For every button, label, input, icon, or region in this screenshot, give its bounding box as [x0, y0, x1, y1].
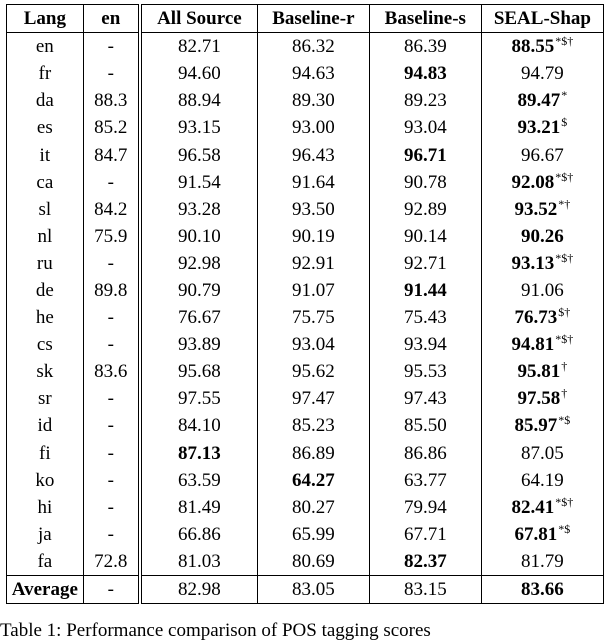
en-cell	[83, 548, 140, 576]
baseline-s-cell-value: 91.44	[403, 279, 447, 301]
table-row	[7, 304, 604, 331]
baseline-s-cell	[369, 304, 481, 331]
en-cell-value: -	[107, 171, 114, 193]
table-caption: Table 1: Performance comparison of POS tagging scores	[0, 620, 431, 641]
significance-marks: *$†	[555, 169, 574, 184]
all-source-cell-value: 82.71	[178, 36, 221, 58]
seal-shap-cell-value: 89.47	[517, 90, 561, 112]
all-source-cell-value: 94.60	[178, 63, 221, 85]
seal-shap-cell	[481, 494, 603, 521]
lang-cell-value: he	[35, 307, 54, 329]
lang-cell-value: ca	[36, 171, 54, 193]
baseline-r-cell	[257, 494, 369, 521]
significance-marks: *$	[558, 413, 571, 428]
baseline-s-cell	[369, 385, 481, 412]
en-cell-value: 75.9	[94, 225, 128, 247]
all-source-cell-value: 63.59	[178, 469, 221, 491]
all-source-cell-value: 92.98	[178, 252, 221, 274]
header-all-source: All Source	[140, 5, 257, 33]
all-source-cell	[140, 250, 257, 277]
baseline-r-cell-value: 91.64	[291, 171, 335, 193]
table-row	[7, 196, 604, 223]
all-source-cell	[140, 87, 257, 114]
seal-shap-cell	[481, 521, 603, 548]
lang-cell-value: ko	[35, 469, 55, 491]
seal-shap-cell-value: 94.81	[511, 334, 555, 356]
baseline-r-cell-value: 80.27	[291, 496, 335, 518]
all-source-cell	[140, 114, 257, 141]
all-source-cell-value: 93.89	[178, 334, 221, 356]
table-row	[7, 87, 604, 114]
all-source-cell-value: 91.54	[178, 171, 221, 193]
en-cell-value: -	[107, 36, 114, 58]
en-cell-value: -	[107, 334, 114, 356]
lang-cell	[7, 60, 84, 87]
lang-cell	[7, 87, 84, 114]
seal-shap-cell-value: 96.67	[521, 144, 564, 166]
lang-cell-value: ru	[36, 252, 53, 274]
baseline-s-cell	[369, 223, 481, 250]
en-cell-value: 83.6	[94, 361, 128, 383]
baseline-r-cell	[257, 196, 369, 223]
lang-cell	[7, 575, 84, 603]
all-source-cell-value: 81.03	[178, 550, 221, 572]
table-row	[7, 467, 604, 494]
header-baseline-r: Baseline-r	[257, 5, 369, 33]
all-source-cell-value: 76.67	[178, 307, 221, 329]
seal-shap-cell-value: 91.06	[521, 279, 564, 301]
all-source-cell	[140, 412, 257, 439]
significance-marks: †	[561, 386, 568, 401]
baseline-r-cell-value: 86.32	[291, 36, 335, 58]
significance-marks: *$†	[555, 34, 574, 49]
en-cell-value: 85.2	[94, 117, 128, 139]
baseline-s-cell	[369, 548, 481, 576]
seal-shap-cell	[481, 304, 603, 331]
en-cell-value: -	[107, 63, 114, 85]
all-source-cell-value: 90.10	[178, 225, 221, 247]
lang-cell-value: fa	[37, 550, 53, 572]
all-source-cell	[140, 169, 257, 196]
baseline-r-cell-value: 92.91	[291, 252, 335, 274]
all-source-cell	[140, 494, 257, 521]
seal-shap-cell	[481, 575, 603, 603]
baseline-r-cell-value: 96.43	[291, 144, 335, 166]
seal-shap-cell	[481, 196, 603, 223]
all-source-cell	[140, 358, 257, 385]
all-source-cell	[140, 575, 257, 603]
baseline-r-cell	[257, 575, 369, 603]
baseline-s-cell-value: 67.71	[403, 523, 447, 545]
baseline-s-cell-value: 86.86	[403, 442, 447, 464]
baseline-r-cell	[257, 467, 369, 494]
baseline-r-cell	[257, 141, 369, 168]
lang-cell	[7, 250, 84, 277]
baseline-r-cell-value: 91.07	[291, 279, 335, 301]
table-row	[7, 331, 604, 358]
table-row	[7, 548, 604, 576]
baseline-s-cell-value: 90.78	[403, 171, 447, 193]
all-source-cell-value: 97.55	[178, 388, 221, 410]
baseline-s-cell-value: 90.14	[403, 225, 447, 247]
header-lang: Lang	[7, 5, 84, 33]
baseline-r-cell	[257, 440, 369, 467]
baseline-r-cell-value: 93.00	[291, 117, 335, 139]
all-source-cell-value: 87.13	[178, 442, 221, 464]
baseline-s-cell-value: 83.15	[403, 579, 447, 601]
table-row	[7, 223, 604, 250]
seal-shap-cell-value: 82.41	[511, 496, 555, 518]
all-source-cell	[140, 548, 257, 576]
lang-cell-value: it	[39, 144, 51, 166]
en-cell-value: 84.7	[94, 144, 128, 166]
lang-cell	[7, 223, 84, 250]
baseline-r-cell-value: 93.50	[291, 198, 335, 220]
baseline-r-cell	[257, 33, 369, 61]
baseline-s-cell-value: 92.71	[403, 252, 447, 274]
baseline-r-cell-value: 75.75	[291, 307, 335, 329]
baseline-s-cell	[369, 33, 481, 61]
seal-shap-cell	[481, 467, 603, 494]
baseline-s-cell	[369, 196, 481, 223]
lang-cell-value: ja	[37, 523, 52, 545]
en-cell	[83, 196, 140, 223]
all-source-cell	[140, 304, 257, 331]
seal-shap-cell-value: 93.13	[511, 252, 555, 274]
lang-cell	[7, 467, 84, 494]
seal-shap-cell-value: 67.81	[514, 523, 558, 545]
baseline-r-cell	[257, 331, 369, 358]
baseline-r-cell-value: 83.05	[291, 579, 335, 601]
baseline-s-cell	[369, 250, 481, 277]
baseline-s-cell	[369, 575, 481, 603]
en-cell-value: -	[107, 388, 114, 410]
baseline-r-cell-value: 86.89	[291, 442, 335, 464]
all-source-cell	[140, 196, 257, 223]
all-source-cell	[140, 467, 257, 494]
baseline-s-cell	[369, 440, 481, 467]
table-row	[7, 141, 604, 168]
lang-cell	[7, 141, 84, 168]
baseline-r-cell-value: 97.47	[291, 388, 335, 410]
en-cell	[83, 223, 140, 250]
table-row	[7, 358, 604, 385]
all-source-cell-value: 96.58	[178, 144, 221, 166]
en-cell-value: -	[107, 579, 114, 601]
all-source-cell-value: 81.49	[178, 496, 221, 518]
lang-cell	[7, 33, 84, 61]
baseline-r-cell	[257, 548, 369, 576]
en-cell	[83, 467, 140, 494]
seal-shap-cell-value: 92.08	[511, 171, 555, 193]
baseline-r-cell	[257, 358, 369, 385]
seal-shap-cell	[481, 440, 603, 467]
significance-marks: *$†	[555, 250, 574, 265]
baseline-r-cell	[257, 60, 369, 87]
all-source-cell	[140, 385, 257, 412]
baseline-r-cell	[257, 250, 369, 277]
seal-shap-cell	[481, 331, 603, 358]
lang-cell	[7, 304, 84, 331]
baseline-s-cell	[369, 331, 481, 358]
baseline-s-cell-value: 96.71	[403, 144, 447, 166]
seal-shap-cell-value: 87.05	[521, 442, 564, 464]
lang-cell	[7, 114, 84, 141]
baseline-r-cell	[257, 385, 369, 412]
baseline-r-cell	[257, 169, 369, 196]
baseline-s-cell-value: 63.77	[403, 469, 447, 491]
lang-cell	[7, 521, 84, 548]
lang-cell	[7, 412, 84, 439]
table-row	[7, 440, 604, 467]
baseline-s-cell-value: 94.83	[403, 63, 447, 85]
baseline-r-cell-value: 64.27	[291, 469, 335, 491]
lang-cell-value: sk	[36, 361, 54, 383]
all-source-cell-value: 90.79	[178, 279, 221, 301]
baseline-s-cell-value: 93.94	[403, 334, 447, 356]
lang-cell-value: Average	[11, 579, 78, 601]
all-source-cell	[140, 60, 257, 87]
lang-cell-value: sl	[38, 198, 52, 220]
lang-cell	[7, 548, 84, 576]
baseline-s-cell	[369, 87, 481, 114]
seal-shap-cell	[481, 87, 603, 114]
lang-cell-value: sr	[37, 388, 52, 410]
en-cell	[83, 169, 140, 196]
baseline-r-cell-value: 65.99	[291, 523, 335, 545]
all-source-cell-value: 84.10	[178, 415, 221, 437]
en-cell	[83, 575, 140, 603]
all-source-cell-value: 66.86	[178, 523, 221, 545]
seal-shap-cell	[481, 548, 603, 576]
en-cell-value: 84.2	[94, 198, 128, 220]
table-row	[7, 250, 604, 277]
baseline-r-cell-value: 93.04	[291, 334, 335, 356]
baseline-s-cell	[369, 494, 481, 521]
lang-cell	[7, 385, 84, 412]
seal-shap-cell-value: 97.58	[517, 388, 561, 410]
baseline-s-cell-value: 82.37	[403, 550, 447, 572]
seal-shap-cell-value: 83.66	[521, 579, 564, 601]
table-row	[7, 169, 604, 196]
baseline-s-cell-value: 85.50	[403, 415, 447, 437]
baseline-r-cell-value: 85.23	[291, 415, 335, 437]
en-cell-value: 88.3	[94, 90, 128, 112]
en-cell	[83, 385, 140, 412]
en-cell-value: -	[107, 496, 114, 518]
en-cell	[83, 521, 140, 548]
significance-marks: *$	[558, 521, 571, 536]
seal-shap-cell	[481, 250, 603, 277]
seal-shap-cell	[481, 277, 603, 304]
baseline-r-cell	[257, 223, 369, 250]
en-cell	[83, 60, 140, 87]
significance-marks: *$†	[555, 494, 574, 509]
header-row	[7, 5, 604, 33]
baseline-s-cell-value: 95.53	[403, 361, 447, 383]
significance-marks: *†	[558, 196, 571, 211]
all-source-cell-value: 88.94	[178, 90, 221, 112]
baseline-r-cell-value: 89.30	[291, 90, 335, 112]
en-cell	[83, 250, 140, 277]
seal-shap-cell	[481, 358, 603, 385]
all-source-cell-value: 82.98	[178, 579, 221, 601]
en-cell	[83, 331, 140, 358]
baseline-r-cell-value: 95.62	[291, 361, 335, 383]
seal-shap-cell	[481, 223, 603, 250]
baseline-s-cell	[369, 467, 481, 494]
baseline-s-cell	[369, 521, 481, 548]
lang-cell-value: fr	[38, 63, 52, 85]
seal-shap-cell-value: 90.26	[521, 225, 564, 247]
significance-marks: †	[561, 359, 568, 374]
en-cell	[83, 33, 140, 61]
en-cell	[83, 277, 140, 304]
en-cell	[83, 358, 140, 385]
en-cell-value: -	[107, 307, 114, 329]
lang-cell	[7, 440, 84, 467]
all-source-cell	[140, 521, 257, 548]
baseline-s-cell-value: 86.39	[403, 36, 447, 58]
all-source-cell-value: 95.68	[178, 361, 221, 383]
all-source-cell-value: 93.15	[178, 117, 221, 139]
seal-shap-cell-value: 95.81	[517, 361, 561, 383]
table-row	[7, 277, 604, 304]
seal-shap-cell	[481, 141, 603, 168]
baseline-s-cell	[369, 60, 481, 87]
baseline-s-cell-value: 92.89	[403, 198, 447, 220]
lang-cell-value: nl	[37, 225, 53, 247]
en-cell	[83, 141, 140, 168]
significance-marks: *	[561, 88, 568, 103]
all-source-cell-value: 93.28	[178, 198, 221, 220]
significance-marks: *$†	[555, 332, 574, 347]
lang-cell	[7, 196, 84, 223]
average-row	[7, 575, 604, 603]
significance-marks: $	[561, 115, 568, 130]
baseline-r-cell	[257, 412, 369, 439]
baseline-r-cell	[257, 87, 369, 114]
header-baseline-s: Baseline-s	[369, 5, 481, 33]
lang-cell-value: de	[35, 279, 54, 301]
all-source-cell	[140, 331, 257, 358]
lang-cell-value: id	[37, 415, 53, 437]
lang-cell-value: da	[35, 90, 54, 112]
baseline-r-cell	[257, 277, 369, 304]
baseline-r-cell-value: 90.19	[291, 225, 335, 247]
en-cell	[83, 114, 140, 141]
en-cell	[83, 87, 140, 114]
baseline-r-cell-value: 94.63	[291, 63, 335, 85]
seal-shap-cell	[481, 33, 603, 61]
significance-marks: $†	[558, 305, 571, 320]
table-row	[7, 114, 604, 141]
baseline-r-cell	[257, 521, 369, 548]
en-cell-value: 72.8	[94, 550, 128, 572]
table-row	[7, 33, 604, 61]
baseline-s-cell-value: 75.43	[403, 307, 447, 329]
en-cell	[83, 494, 140, 521]
table-row	[7, 494, 604, 521]
header-seal-shap: SEAL-Shap	[481, 5, 603, 33]
seal-shap-cell-value: 94.79	[521, 63, 564, 85]
seal-shap-cell	[481, 169, 603, 196]
lang-cell	[7, 169, 84, 196]
en-cell-value: -	[107, 415, 114, 437]
seal-shap-cell-value: 85.97	[514, 415, 558, 437]
seal-shap-cell-value: 76.73	[514, 307, 558, 329]
baseline-r-cell	[257, 114, 369, 141]
en-cell-value: -	[107, 252, 114, 274]
seal-shap-cell-value: 88.55	[511, 36, 555, 58]
baseline-s-cell-value: 89.23	[403, 90, 447, 112]
lang-cell	[7, 494, 84, 521]
lang-cell-value: fi	[39, 442, 51, 464]
all-source-cell	[140, 33, 257, 61]
en-cell	[83, 440, 140, 467]
en-cell	[83, 304, 140, 331]
all-source-cell	[140, 141, 257, 168]
all-source-cell	[140, 223, 257, 250]
seal-shap-cell	[481, 412, 603, 439]
seal-shap-cell-value: 93.52	[514, 198, 558, 220]
en-cell	[83, 412, 140, 439]
en-cell-value: 89.8	[94, 279, 128, 301]
seal-shap-cell-value: 93.21	[517, 117, 561, 139]
baseline-s-cell-value: 79.94	[403, 496, 447, 518]
seal-shap-cell-value: 64.19	[521, 469, 564, 491]
baseline-r-cell-value: 80.69	[291, 550, 335, 572]
table-row	[7, 521, 604, 548]
all-source-cell	[140, 440, 257, 467]
table-row	[7, 385, 604, 412]
baseline-s-cell	[369, 358, 481, 385]
baseline-s-cell	[369, 169, 481, 196]
seal-shap-cell	[481, 114, 603, 141]
lang-cell-value: en	[35, 36, 54, 58]
baseline-s-cell	[369, 114, 481, 141]
seal-shap-cell-value: 81.79	[521, 550, 564, 572]
table-row	[7, 412, 604, 439]
lang-cell	[7, 331, 84, 358]
lang-cell	[7, 277, 84, 304]
seal-shap-cell	[481, 385, 603, 412]
en-cell-value: -	[107, 469, 114, 491]
all-source-cell	[140, 277, 257, 304]
lang-cell	[7, 358, 84, 385]
header-en: en	[83, 5, 140, 33]
en-cell-value: -	[107, 523, 114, 545]
results-table	[6, 4, 604, 604]
baseline-s-cell-value: 97.43	[403, 388, 447, 410]
lang-cell-value: es	[36, 117, 53, 139]
en-cell-value: -	[107, 442, 114, 464]
baseline-s-cell-value: 93.04	[403, 117, 447, 139]
baseline-s-cell	[369, 141, 481, 168]
lang-cell-value: cs	[36, 334, 53, 356]
baseline-r-cell	[257, 304, 369, 331]
baseline-s-cell	[369, 412, 481, 439]
baseline-s-cell	[369, 277, 481, 304]
lang-cell-value: hi	[37, 496, 53, 518]
table-row	[7, 60, 604, 87]
seal-shap-cell	[481, 60, 603, 87]
